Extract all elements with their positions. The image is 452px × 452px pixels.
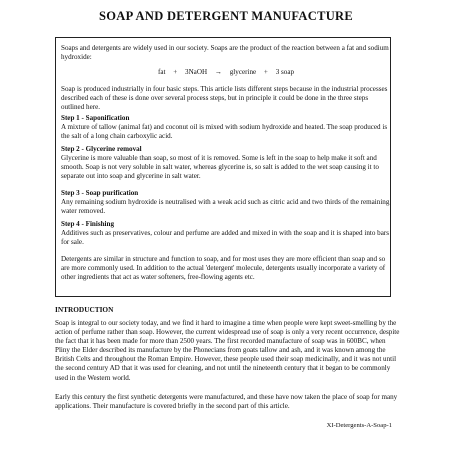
step-4-heading: Step 4 - Finishing bbox=[61, 220, 115, 228]
step-4-text: Additives such as preservatives, colour and perfume are added and mixed in with the soap and it is shaped into bars for sale. bbox=[61, 229, 389, 246]
reaction-equation bbox=[0, 68, 452, 76]
introduction-paragraph-1: Soap is integral to our society today, and we find it hard to imagine a time when people were kept sweet-smelling by the action of perfume rather than soap. However, the current widespread use of soap is only a very recent occurrence, despite the fact that it has been made for more than 2500 years. The first recorded manufacture of soap was in 600BC, when Pliny the Elder described its manufacture by the Phonecians from goats tallow and ash, and it was known among the British Celts and throughout the Roman Empire. However, these people used their soap medicinally, and it was not until the second century AD that it was used for cleaning, and not until the nineteenth century that it began to be commonly used in the Western world. bbox=[55, 319, 400, 382]
step-2-heading: Step 2 - Glycerine removal bbox=[61, 145, 142, 153]
box-intro-paragraph: Soaps and detergents are widely used in our society. Soaps are the product of the reaction between a fat and sodium hydroxide: bbox=[61, 44, 389, 61]
process-paragraph: Soap is produced industrially in four basic steps. This article lists different steps because in the industrial processes described each of these is done over several process steps, but in principle it could be done in the three steps outlined here. bbox=[61, 85, 388, 111]
equation-product-soap: 3 soap bbox=[275, 68, 295, 76]
equation-plus: + bbox=[263, 68, 268, 76]
step-3-text: Any remaining sodium hydroxide is neutralised with a weak acid such as citric acid and two thirds of the remaining water removed. bbox=[61, 198, 390, 215]
introduction-paragraph-2: Early this century the first synthetic detergents were manufactured, and these have now taken the place of soap for many applications. Their manufacture is covered briefly in the second part of this article. bbox=[55, 393, 398, 411]
step-2-text: Glycerine is more valuable than soap, so most of it is removed. Some is left in the soap to help make it soft and smooth. Soap is not very soluble in salt water, whereas glycerine is, so salt is added to the wet soap causing it to separate out into soap and glycerine in salt water. bbox=[61, 154, 379, 180]
page-title: SOAP AND DETERGENT MANUFACTURE bbox=[98, 9, 354, 23]
introduction-heading: INTRODUCTION bbox=[55, 305, 114, 314]
page-footer: XI-Detergents-A-Soap-1 bbox=[326, 422, 392, 429]
equation-reactant-naoh: 3NaOH bbox=[185, 68, 208, 76]
step-1-text: A mixture of tallow (animal fat) and coconut oil is mixed with sodium hydroxide and heated. The soap produced is the salt of a long chain carboxylic acid. bbox=[61, 123, 388, 140]
equation-product-glycerine: glycerine bbox=[229, 68, 257, 76]
step-1-heading: Step 1 - Saponification bbox=[61, 114, 130, 122]
equation-arrow: → bbox=[214, 68, 222, 76]
equation-plus: + bbox=[173, 68, 178, 76]
equation-reactant-fat: fat bbox=[157, 68, 166, 76]
detergents-paragraph: Detergents are similar in structure and function to soap, and for most uses they are more efficient than soap and so are more commonly used. In addition to the actual 'detergent' molecule, detergents usually incorporate a variety of other ingredients that act as water softeners, free-flowing agents etc. bbox=[61, 255, 386, 281]
step-3-heading: Step 3 - Soap purification bbox=[61, 189, 139, 197]
